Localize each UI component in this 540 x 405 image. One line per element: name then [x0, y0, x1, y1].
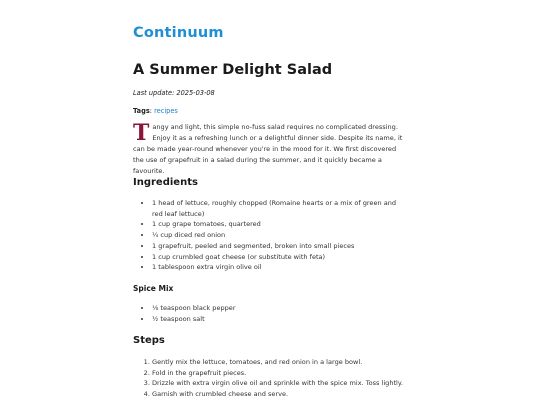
list-item: • ½ teaspoon salt: [152, 314, 408, 325]
list-item: • 1 tablespoon extra virgin olive oil: [152, 262, 408, 273]
spice-mix-heading: Spice Mix: [133, 284, 174, 293]
list-item: 2. Fold in the grapefruit pieces.: [152, 368, 408, 379]
spice-mix-list: [133, 303, 408, 324]
list-item: • 1 cup crumbled goat cheese (or substitute with feta): [152, 252, 408, 263]
intro-dropcap: T: [133, 120, 150, 146]
tags-label: Tags: [133, 107, 150, 115]
list-item: 1. Gently mix the lettuce, tomatoes, and red onion in a large bowl.: [152, 357, 408, 368]
intro-text: angy and light, this simple no-fuss salad requires no complicated dressing. Enjoy it as a refreshing lunch or a delightful dinner side. Despite its name, it can be made year-round whenever you're in the mood for it. We first discovered the use of grapefruit in a salad during the summer, and it quickly became a favourite.: [133, 123, 403, 176]
page-title: A Summer Delight Salad: [133, 62, 333, 78]
steps-list: [133, 357, 408, 400]
ingredients-list: [133, 198, 408, 273]
list-item: • 1 head of lettuce, roughly chopped (Romaine hearts or a mix of green and red leaf lettuce): [152, 198, 408, 219]
list-item: 3. Drizzle with extra virgin olive oil and sprinkle with the spice mix. Toss lightly.: [152, 378, 408, 389]
site-logo[interactable]: Continuum: [133, 25, 224, 41]
tags-line: Tags: recipes: [133, 107, 178, 115]
last-update-label: Last update:: [133, 89, 175, 97]
intro-paragraph: [133, 122, 408, 177]
list-item: 4. Garnish with crumbled cheese and serve.: [152, 389, 408, 400]
list-item: • ¼ cup diced red onion: [152, 230, 408, 241]
last-update-date: 2025-03-08: [176, 89, 215, 97]
list-item: • 1 cup grape tomatoes, quartered: [152, 219, 408, 230]
last-update: [133, 88, 215, 98]
steps-heading: Steps: [133, 335, 165, 346]
list-item: • ⅛ teaspoon black pepper: [152, 303, 408, 314]
list-item: • 1 grapefruit, peeled and segmented, broken into small pieces: [152, 241, 408, 252]
tag-link-recipes[interactable]: recipes: [154, 107, 178, 115]
ingredients-heading: Ingredients: [133, 177, 198, 188]
